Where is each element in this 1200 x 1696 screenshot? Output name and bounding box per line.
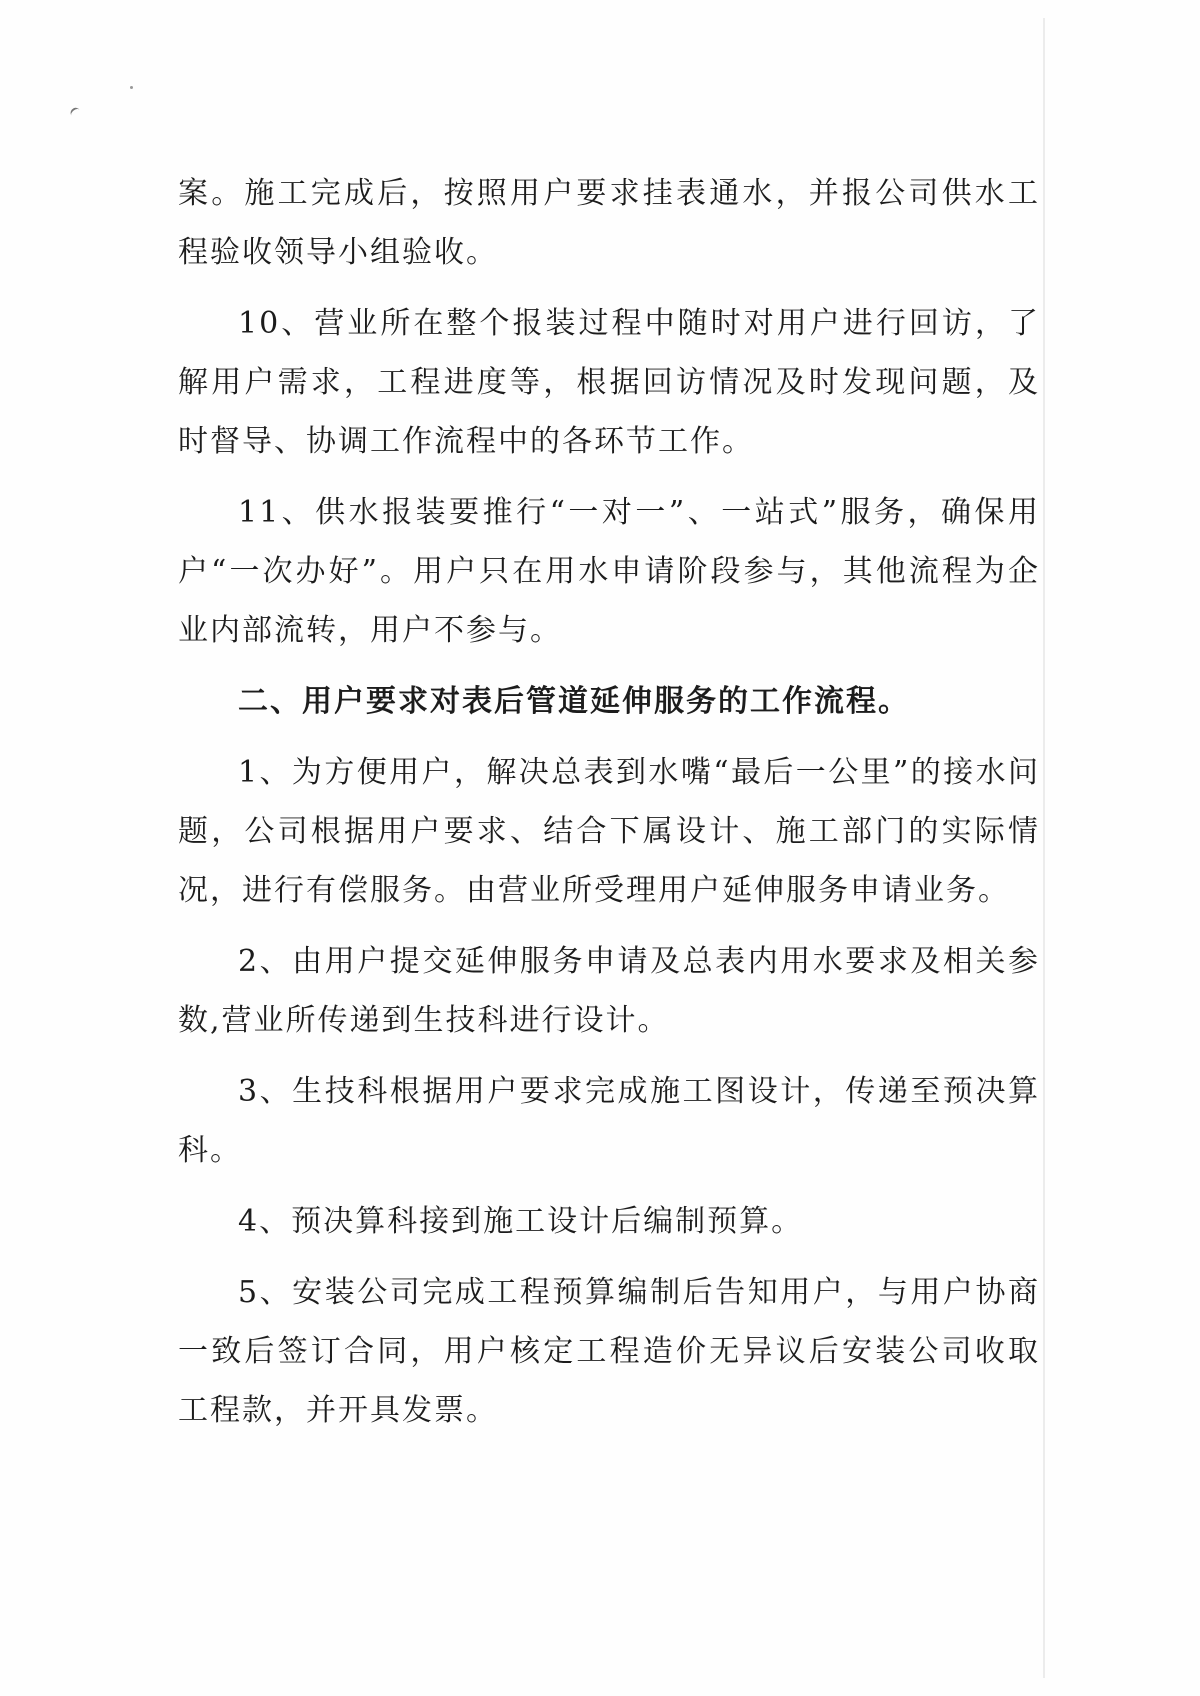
paragraph-item-1: 1、为方便用户，解决总表到水嘴“最后一公里”的接水问题，公司根据用户要求、结合下属设计、施工部门的实际情况，进行有偿服务。由营业所受理用户延伸服务申请业务。 (178, 755, 1040, 908)
scan-pen-mark (69, 106, 82, 118)
section-heading: 二、用户要求对表后管道延伸服务的工作流程。 (238, 684, 910, 719)
paragraph-item-5: 5、安装公司完成工程预算编制后告知用户，与用户协商一致后签订合同，用户核定工程造价无异议后安装公司收取工程款，并开具发票。 (178, 1275, 1040, 1428)
paragraph-continuation: 案。施工完成后，按照用户要求挂表通水，并报公司供水工程验收领导小组验收。 (178, 176, 1040, 270)
paragraph-item-4: 4、预决算科接到施工设计后编制预算。 (238, 1204, 804, 1239)
paragraph-item-3: 3、生技科根据用户要求完成施工图设计，传递至预决算科。 (178, 1074, 1040, 1168)
paragraph-item-2: 2、由用户提交延伸服务申请及总表内用水要求及相关参数,营业所传递到生技科进行设计。 (178, 944, 1040, 1038)
scan-speck (130, 86, 133, 89)
document-body (178, 164, 1040, 1440)
scan-edge-line (1043, 18, 1045, 1678)
paragraph-item-11: 11、供水报装要推行“一对一”、一站式”服务，确保用户“一次办好”。用户只在用水申请阶段参与，其他流程为企业内部流转，用户不参与。 (178, 495, 1040, 648)
paragraph-item-10: 10、营业所在整个报装过程中随时对用户进行回访，了解用户需求，工程进度等，根据回访情况及时发现问题，及时督导、协调工作流程中的各环节工作。 (178, 306, 1040, 459)
